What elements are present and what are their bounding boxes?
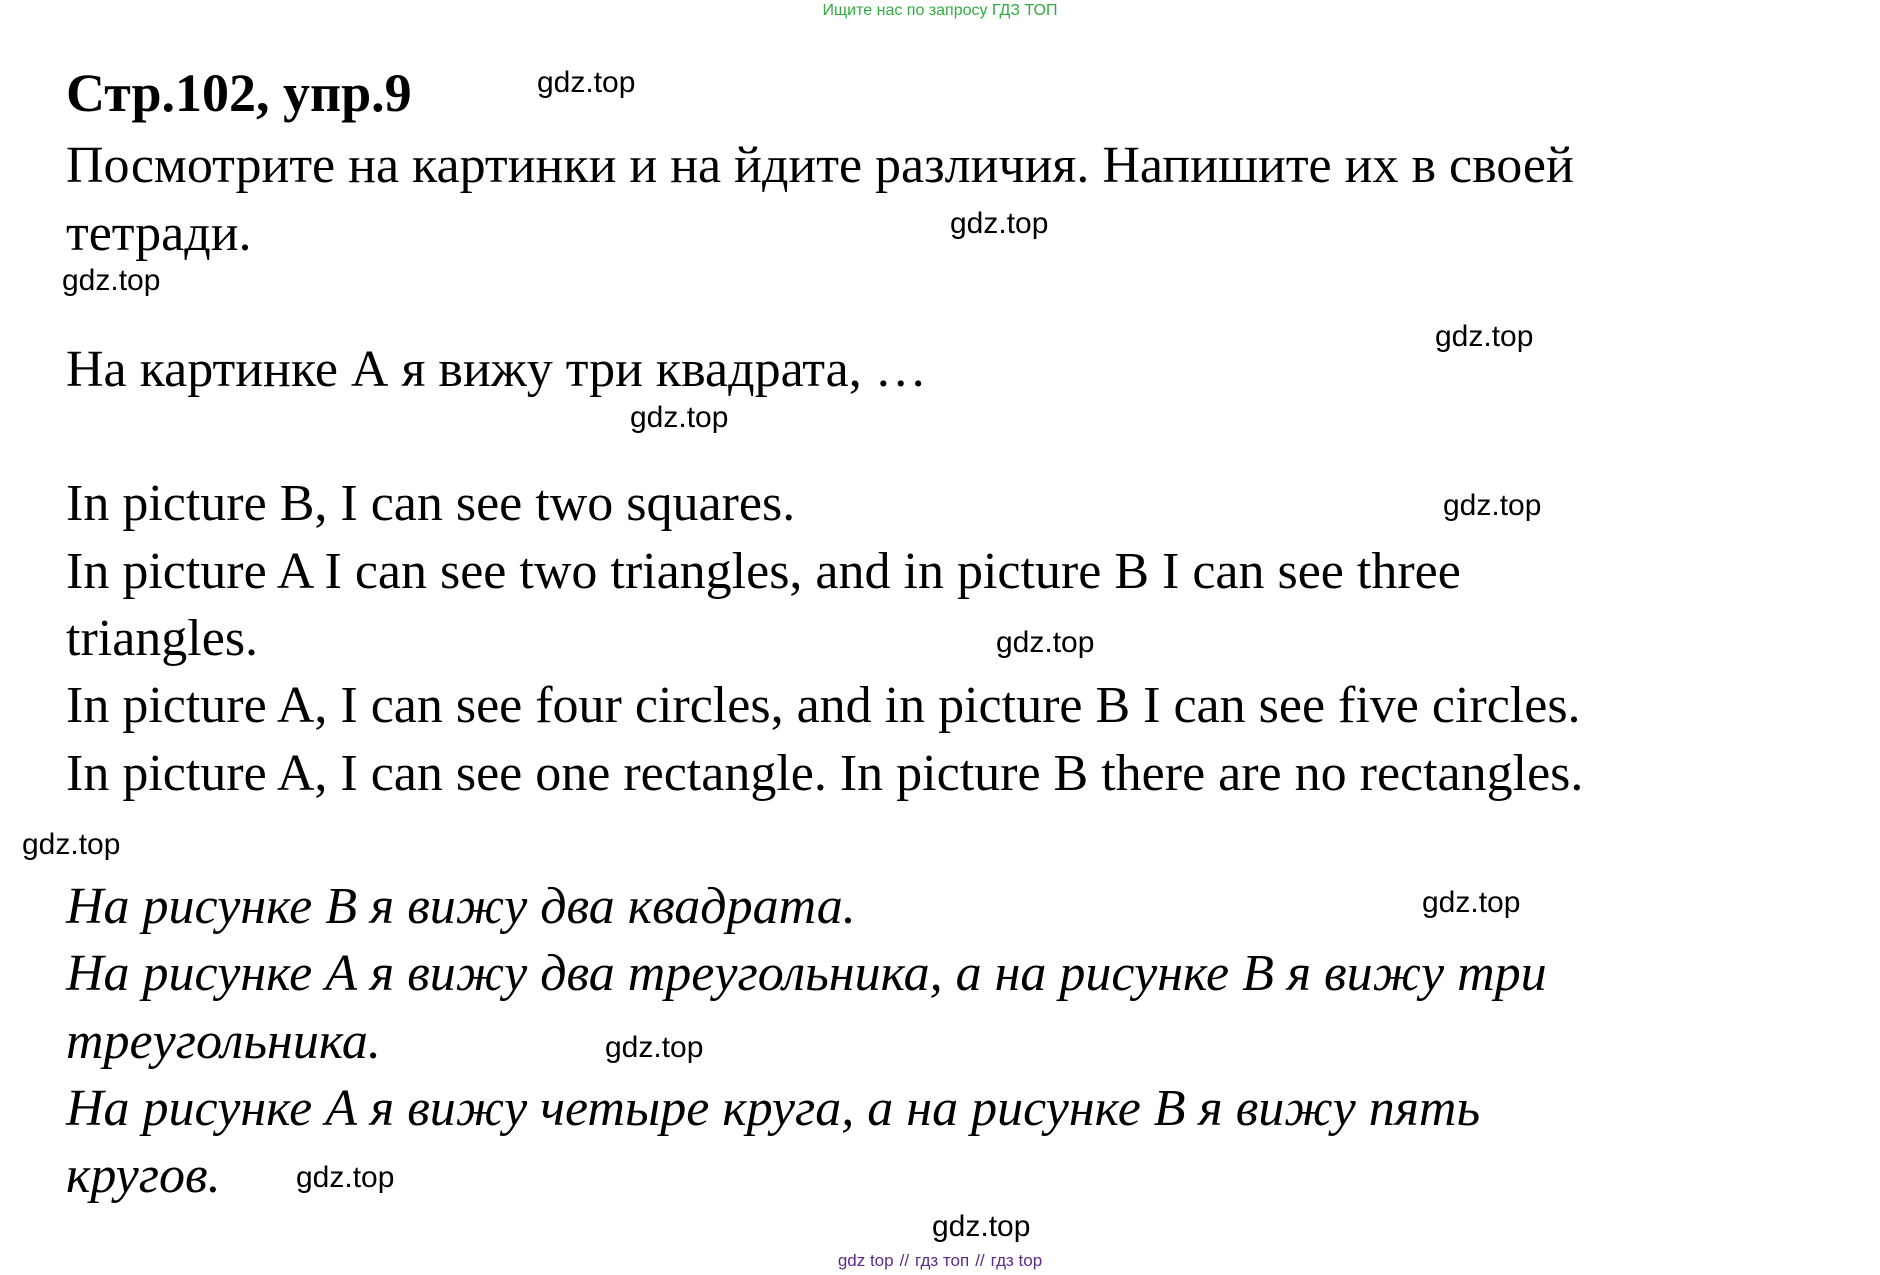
watermark: gdz.top (630, 401, 729, 434)
watermark: gdz.top (1443, 489, 1542, 522)
english-answer-line-2: In picture A I can see two triangles, and in picture B I can see three (66, 543, 1461, 600)
watermark: gdz.top (1435, 320, 1534, 353)
watermark: gdz.top (932, 1210, 1031, 1243)
russian-translation-line-3: треугольника. (66, 1013, 381, 1070)
watermark: gdz.top (537, 66, 636, 99)
russian-translation-line-2: На рисунке А я вижу два треугольника, а на рисунке В я вижу три (66, 945, 1547, 1002)
footer-separator: // (975, 1251, 985, 1270)
english-answer-line-4: In picture A, I can see four circles, and in picture B I can see five circles. (66, 677, 1581, 734)
russian-translation-line-1: На рисунке В я вижу два квадрата. (66, 878, 856, 935)
watermark: gdz.top (22, 828, 121, 861)
watermark: gdz.top (950, 207, 1049, 240)
footer-link[interactable]: гдз топ (915, 1251, 970, 1270)
task-line-1: Посмотрите на картинки и на йдите различия. Напишите их в своей (66, 137, 1574, 194)
example-sentence: На картинке А я вижу три квадрата, … (66, 341, 927, 398)
english-answer-line-3: triangles. (66, 610, 259, 667)
footer-separator: // (899, 1251, 910, 1270)
russian-translation-line-5: кругов. (66, 1147, 221, 1204)
footer-links (0, 1250, 1880, 1272)
watermark: gdz.top (605, 1031, 704, 1064)
watermark: gdz.top (296, 1161, 395, 1194)
english-answer-line-5: In picture A, I can see one rectangle. In picture B there are no rectangles. (66, 745, 1584, 802)
english-answer-line-1: In picture B, I can see two squares. (66, 475, 796, 532)
watermark: gdz.top (62, 264, 161, 297)
russian-translation-line-4: На рисунке А я вижу четыре круга, а на рисунке В я вижу пять (66, 1080, 1481, 1137)
page-title: Стр.102, упр.9 (66, 63, 412, 123)
task-line-2: тетради. (66, 205, 252, 262)
top-banner[interactable]: Ищите нас по запросу ГДЗ ТОП (822, 2, 1058, 19)
watermark: gdz.top (1422, 886, 1521, 919)
footer-link[interactable]: гдз top (990, 1251, 1043, 1270)
footer-link[interactable]: gdz top (837, 1251, 894, 1270)
watermark: gdz.top (996, 626, 1095, 659)
